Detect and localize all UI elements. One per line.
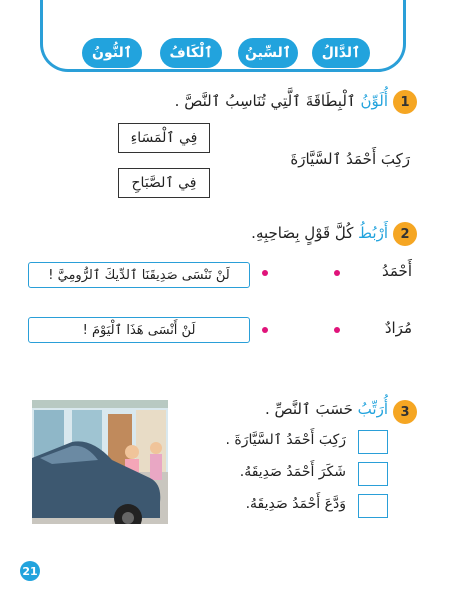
letter-pill-nun: ٱلنُّونُ: [82, 38, 142, 68]
letter-pill-sin: ٱلسِّينُ: [238, 38, 298, 68]
card-morning[interactable]: فِي ٱلصَّبَاحِ: [118, 168, 210, 198]
exercise-3-instruction: [265, 400, 388, 418]
exercise-3-badge: 3: [393, 400, 417, 424]
exercise-3-text: حَسَبَ ٱلنَّصِّ .: [264, 400, 353, 418]
name-mourad: مُرَادٌ: [384, 319, 412, 337]
exercise-2-text: كُلَّ قَوْلٍ بِصَاحِبِهِ.: [251, 224, 354, 242]
name-ahmed: أَحْمَدُ: [382, 262, 412, 280]
quote-bubble-2: لَنْ أَنْسَى هَذَا ٱلْيَوْمَ !: [28, 317, 250, 343]
order-box-3[interactable]: [358, 494, 388, 518]
car-farewell-illustration: [32, 400, 168, 524]
page-number: 21: [20, 561, 40, 581]
order-item-3: وَدَّعَ أَحْمَدُ صَدِيقَهُ.: [245, 496, 346, 512]
exercise-2-instruction: [251, 224, 388, 242]
connect-dot-quote-2[interactable]: [262, 327, 268, 333]
exercise-1-badge: 1: [393, 90, 417, 114]
letter-pill-kaf: ٱلْكَافُ: [160, 38, 222, 68]
card-evening[interactable]: فِي ٱلْمَسَاءِ: [118, 123, 210, 153]
exercise-3-keyword: أُرَتِّبُ: [357, 400, 388, 418]
letter-pill-dal: ٱلدَّالُ: [312, 38, 370, 68]
exercise-1-keyword: أُلَوِّنُ: [360, 92, 388, 110]
order-item-2: شَكَرَ أَحْمَدُ صَدِيقَهُ.: [239, 464, 346, 480]
order-item-1: رَكِبَ أَحْمَدُ ٱلسَّيَّارَةَ .: [225, 432, 346, 448]
order-box-2[interactable]: [358, 462, 388, 486]
connect-dot-mourad[interactable]: [334, 327, 340, 333]
exercise-1-sentence: رَكِبَ أَحْمَدُ ٱلسَّيَّارَةَ: [290, 150, 410, 168]
exercise-1-text: ٱلْبِطَاقَةَ ٱلَّتِي تُنَاسِبُ ٱلنَّصَّ .: [174, 92, 356, 110]
quote-bubble-1: لَنْ نَنْسَى صَدِيقَنَا ٱلدِّيكَ ٱلرُّومِيَّ !: [28, 262, 250, 288]
connect-dot-quote-1[interactable]: [262, 270, 268, 276]
exercise-1-instruction: [175, 92, 388, 110]
order-box-1[interactable]: [358, 430, 388, 454]
connect-dot-ahmed[interactable]: [334, 270, 340, 276]
exercise-2-badge: 2: [393, 222, 417, 246]
exercise-2-keyword: أَرْبُطُ: [358, 224, 388, 242]
